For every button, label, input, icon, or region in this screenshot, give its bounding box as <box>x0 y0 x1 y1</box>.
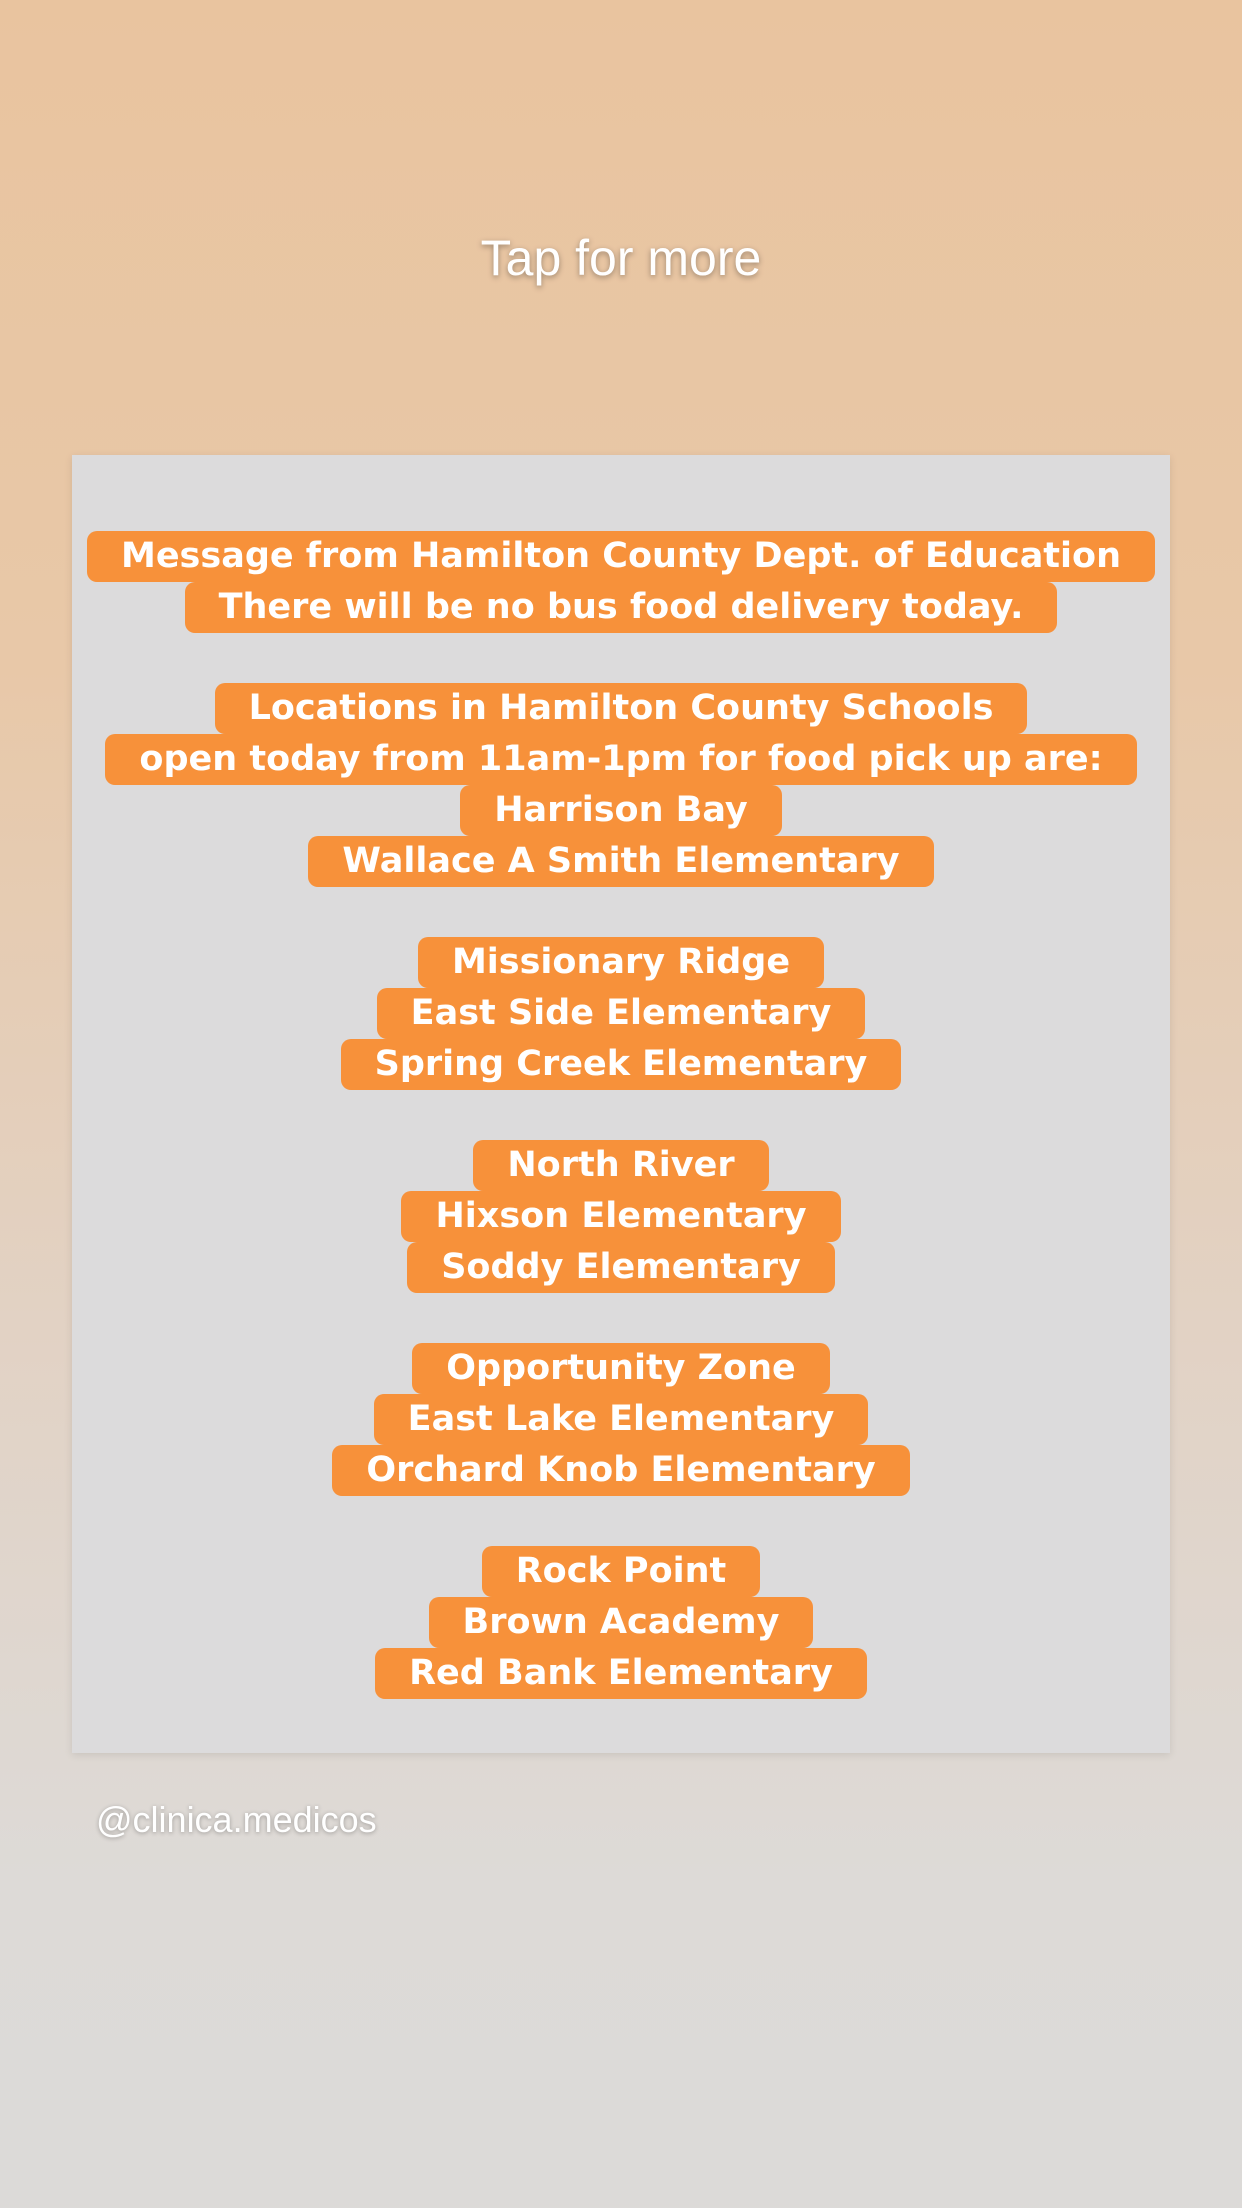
tap-for-more-link[interactable]: Tap for more <box>480 230 762 286</box>
notice-block-header <box>72 531 1170 633</box>
notice-line: Spring Creek Elementary <box>341 1039 902 1090</box>
notice-line: Orchard Knob Elementary <box>332 1445 909 1496</box>
notice-line: Wallace A Smith Elementary <box>308 836 933 887</box>
notice-line: Locations in Hamilton County Schools <box>215 683 1028 734</box>
notice-blocks <box>72 531 1170 1749</box>
notice-line: There will be no bus food delivery today. <box>185 582 1058 633</box>
notice-block-north-river <box>72 1140 1170 1293</box>
notice-block-missionary-ridge <box>72 937 1170 1090</box>
notice-line: Hixson Elementary <box>401 1191 840 1242</box>
notice-block-opportunity-zone <box>72 1343 1170 1496</box>
notice-line: East Side Elementary <box>377 988 866 1039</box>
notice-line: Red Bank Elementary <box>375 1648 867 1699</box>
notice-line: Opportunity Zone <box>412 1343 830 1394</box>
notice-line: North River <box>473 1140 768 1191</box>
notice-line: Soddy Elementary <box>407 1242 835 1293</box>
notice-line: Missionary Ridge <box>418 937 824 988</box>
notice-card <box>72 455 1170 1753</box>
notice-block-locations <box>72 683 1170 887</box>
mention-tag[interactable]: @clinica.medicos <box>96 1799 377 1840</box>
notice-line: Brown Academy <box>429 1597 814 1648</box>
notice-line: open today from 11am-1pm for food pick up are: <box>105 734 1136 785</box>
notice-block-rock-point <box>72 1546 1170 1699</box>
notice-line: East Lake Elementary <box>374 1394 869 1445</box>
notice-line: Rock Point <box>482 1546 761 1597</box>
notice-line: Harrison Bay <box>460 785 781 836</box>
notice-line: Message from Hamilton County Dept. of Education <box>87 531 1155 582</box>
